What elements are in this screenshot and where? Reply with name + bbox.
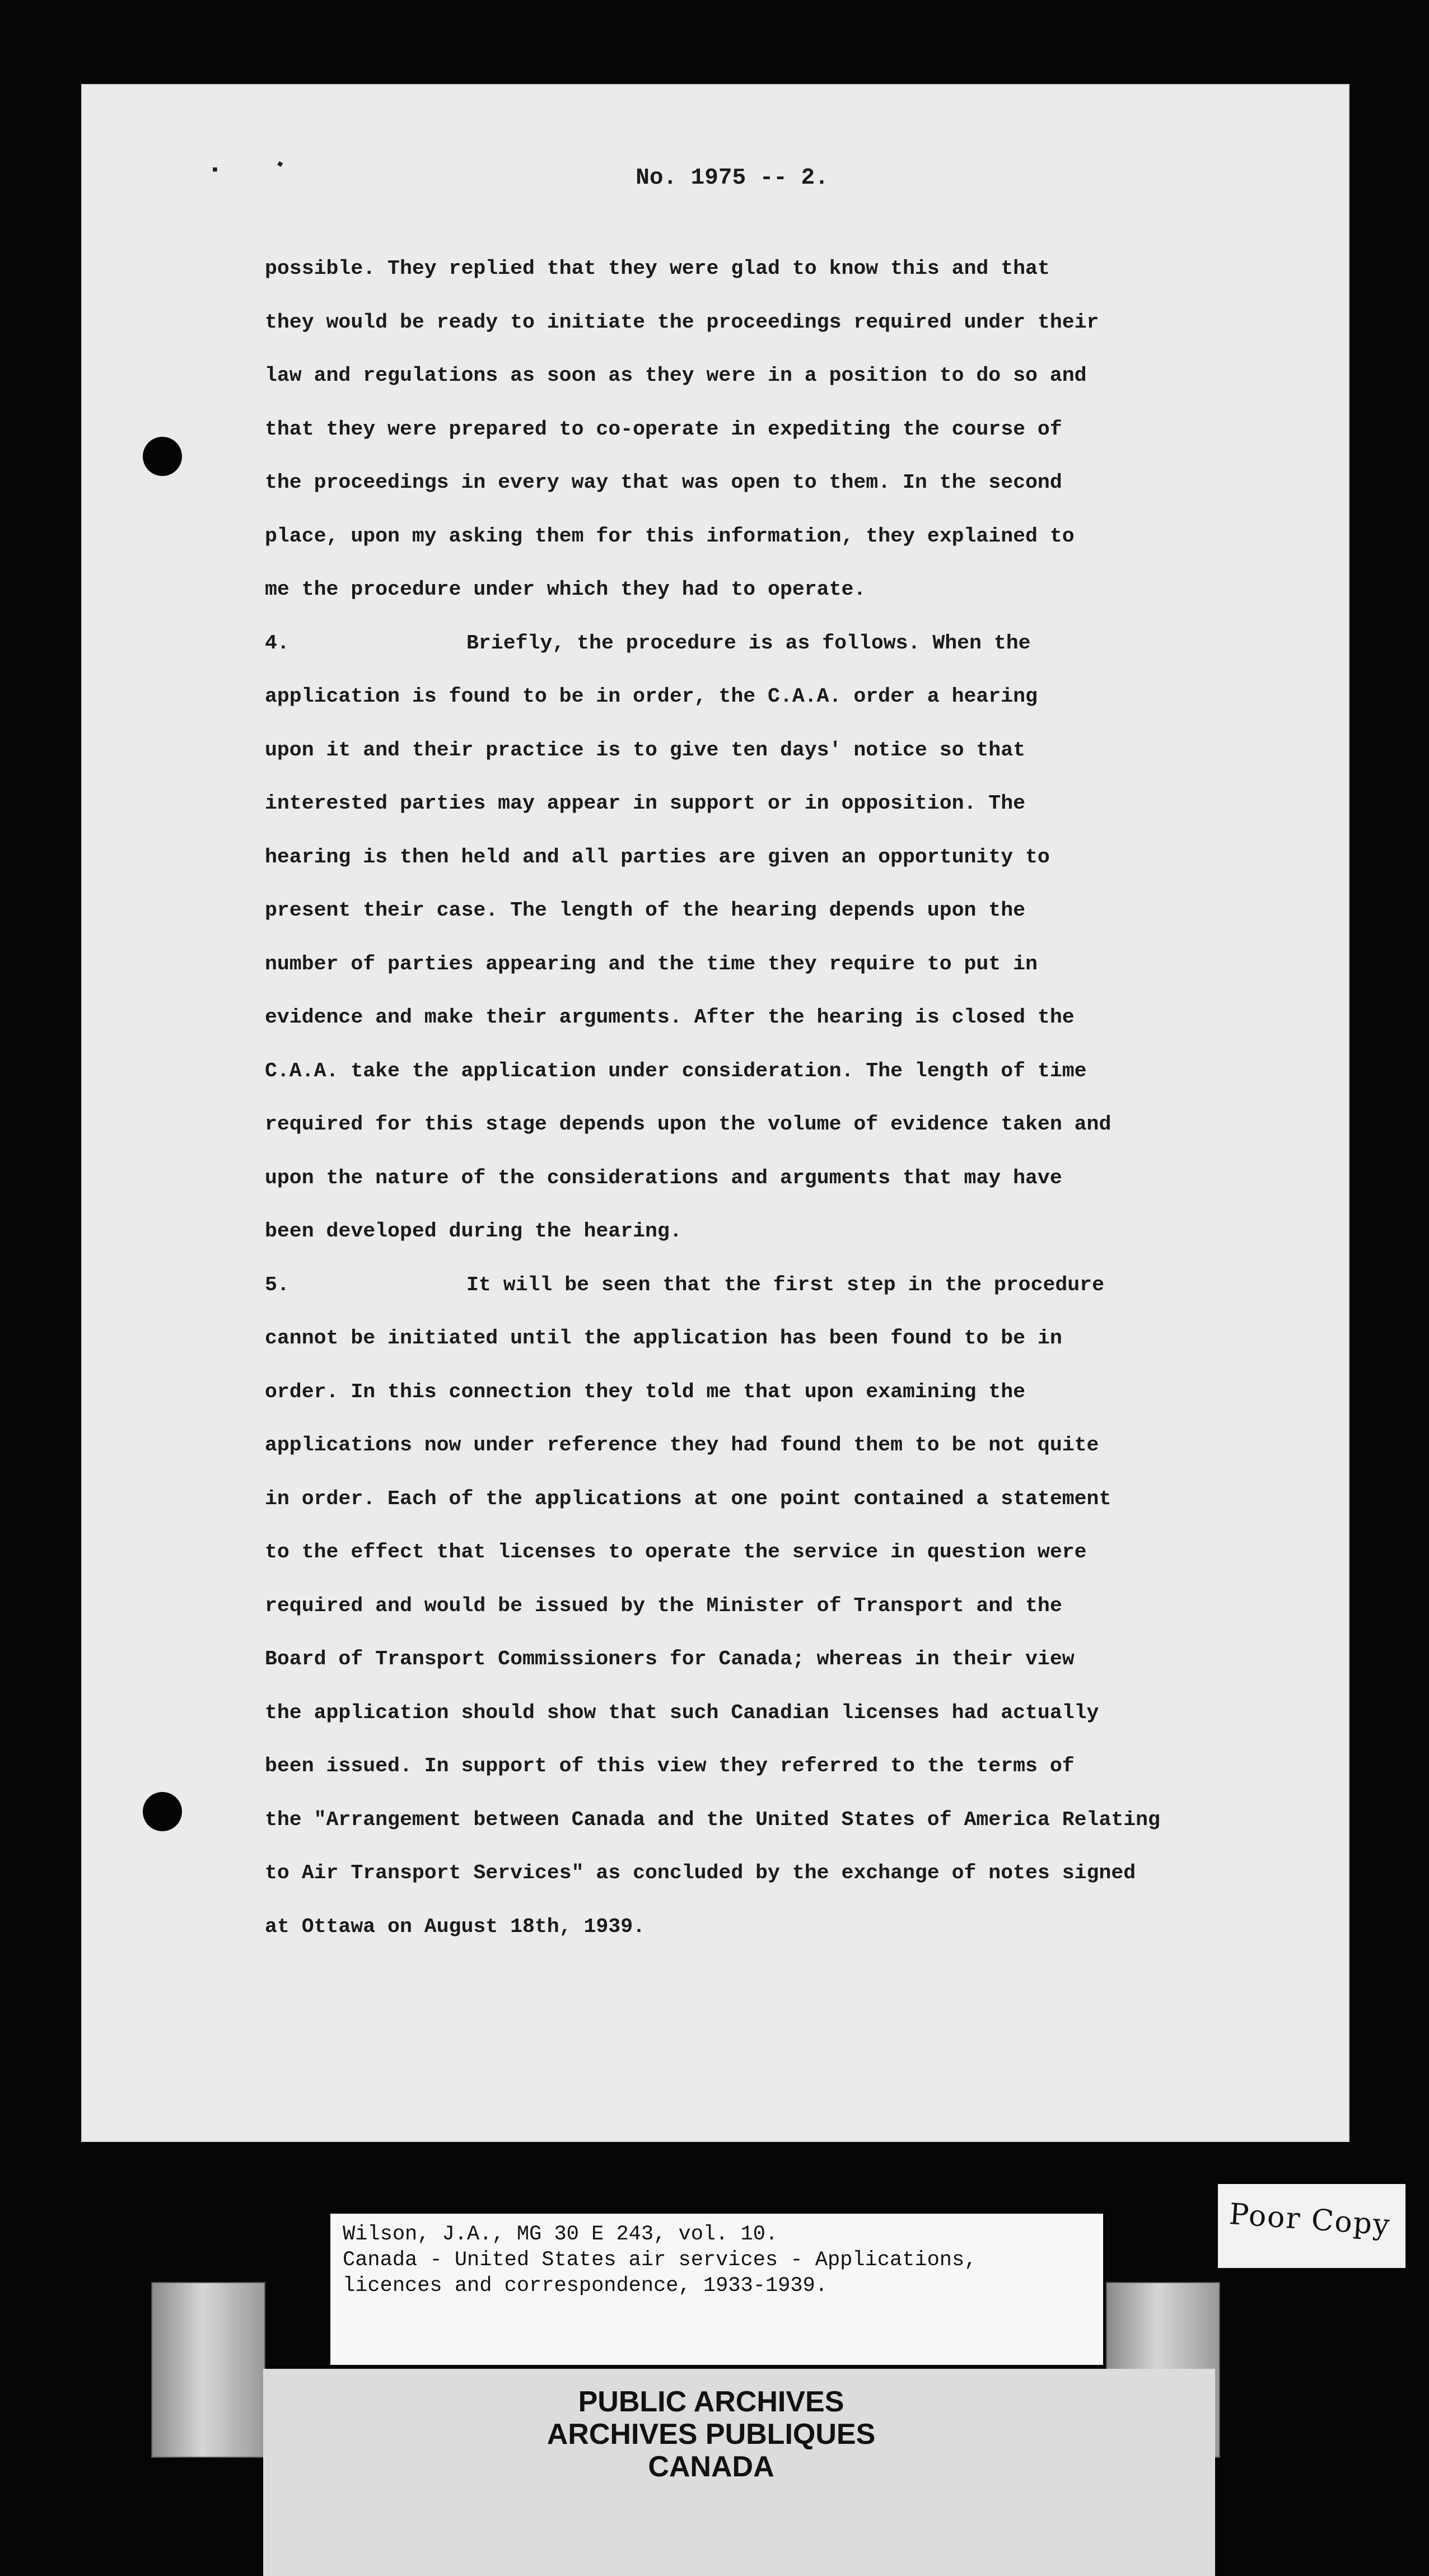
stray-mark: ▪: [270, 154, 289, 176]
text-line: C.A.A. take the application under consideration. The length of time: [265, 1059, 1087, 1082]
archive-label-line: Canada - United States air services - Applications,: [343, 2248, 977, 2272]
archives-stamp-strip: [263, 2369, 1215, 2576]
text-line: to Air Transport Services" as concluded by the exchange of notes signed: [265, 1861, 1136, 1884]
text-line: to the effect that licenses to operate the service in question were: [265, 1541, 1087, 1564]
stamp-line: PUBLIC ARCHIVES: [578, 2386, 844, 2418]
text-line: required and would be issued by the Minister of Transport and the: [265, 1594, 1062, 1617]
text-line: Briefly, the procedure is as follows. When the: [466, 631, 1031, 655]
text-line: place, upon my asking them for this information, they explained to: [265, 524, 1075, 548]
body-text: [265, 242, 1250, 1953]
text-line: they would be ready to initiate the proceedings required under their: [265, 310, 1099, 334]
text-line: been issued. In support of this view they referred to the terms of: [265, 1754, 1075, 1777]
text-line: Board of Transport Commissioners for Canada; whereas in their view: [265, 1648, 1075, 1670]
archive-label-text: [343, 2222, 977, 2299]
text-line: possible. They replied that they were glad to know this and that: [265, 257, 1050, 280]
text-line: at Ottawa on August 18th, 1939.: [265, 1915, 646, 1938]
archive-label-line: Wilson, J.A., MG 30 E 243, vol. 10.: [343, 2223, 778, 2246]
archive-label-line: licences and correspondence, 1933-1939.: [343, 2274, 828, 2298]
text-line: order. In this connection they told me that upon examining the: [265, 1380, 1026, 1403]
text-line: upon the nature of the considerations and arguments that may have: [265, 1166, 1062, 1189]
text-line: law and regulations as soon as they were in a position to do so and: [265, 364, 1087, 387]
text-line: required for this stage depends upon the volume of evidence taken and: [265, 1113, 1112, 1136]
page-header: No. 1975 -- 2.: [636, 165, 829, 191]
text-line: the proceedings in every way that was open to them. In the second: [265, 471, 1062, 494]
text-line: been developed during the hearing.: [265, 1220, 682, 1243]
text-line: evidence and make their arguments. After the hearing is closed the: [265, 1006, 1075, 1029]
text-line: number of parties appearing and the time they require to put in: [265, 952, 1038, 976]
punch-hole: [143, 437, 182, 476]
text-line: hearing is then held and all parties are given an opportunity to: [265, 845, 1050, 869]
paragraph-5-first-line: [265, 1258, 1250, 1312]
stray-mark: ▪: [210, 161, 221, 180]
text-line: that they were prepared to co-operate in expediting the course of: [265, 417, 1062, 441]
archive-reference-label: [330, 2214, 1103, 2365]
text-line: It will be seen that the first step in the procedure: [466, 1273, 1104, 1296]
poor-copy-note: [1218, 2184, 1405, 2268]
text-line: application is found to be in order, the C.A.A. order a hearing: [265, 685, 1038, 708]
text-line: interested parties may appear in support or in opposition. The: [265, 792, 1026, 815]
handwritten-note: Poor Copy: [1228, 2197, 1392, 2242]
text-line: applications now under reference they had found them to be not quite: [265, 1434, 1099, 1457]
text-line: in order. Each of the applications at one point contained a statement: [265, 1487, 1112, 1510]
binder-clip-left: [151, 2282, 265, 2458]
stamp-line: CANADA: [648, 2451, 774, 2483]
text-line: me the procedure under which they had to operate.: [265, 578, 866, 601]
paragraph-4-first-line: [265, 617, 1250, 670]
text-line: the application should show that such Canadian licenses had actually: [265, 1701, 1099, 1724]
public-archives-stamp: [263, 2386, 1215, 2483]
paragraph-number: 5.: [265, 1273, 289, 1296]
paragraph-number: 4.: [265, 631, 289, 655]
text-line: cannot be initiated until the application has been found to be in: [265, 1327, 1062, 1350]
text-line: present their case. The length of the hearing depends upon the: [265, 899, 1026, 922]
typed-page: [81, 84, 1349, 2142]
punch-hole: [143, 1792, 182, 1831]
stamp-line: ARCHIVES PUBLIQUES: [547, 2418, 876, 2451]
text-line: the "Arrangement between Canada and the United States of America Relating: [265, 1808, 1160, 1831]
text-line: upon it and their practice is to give ten days' notice so that: [265, 738, 1026, 762]
